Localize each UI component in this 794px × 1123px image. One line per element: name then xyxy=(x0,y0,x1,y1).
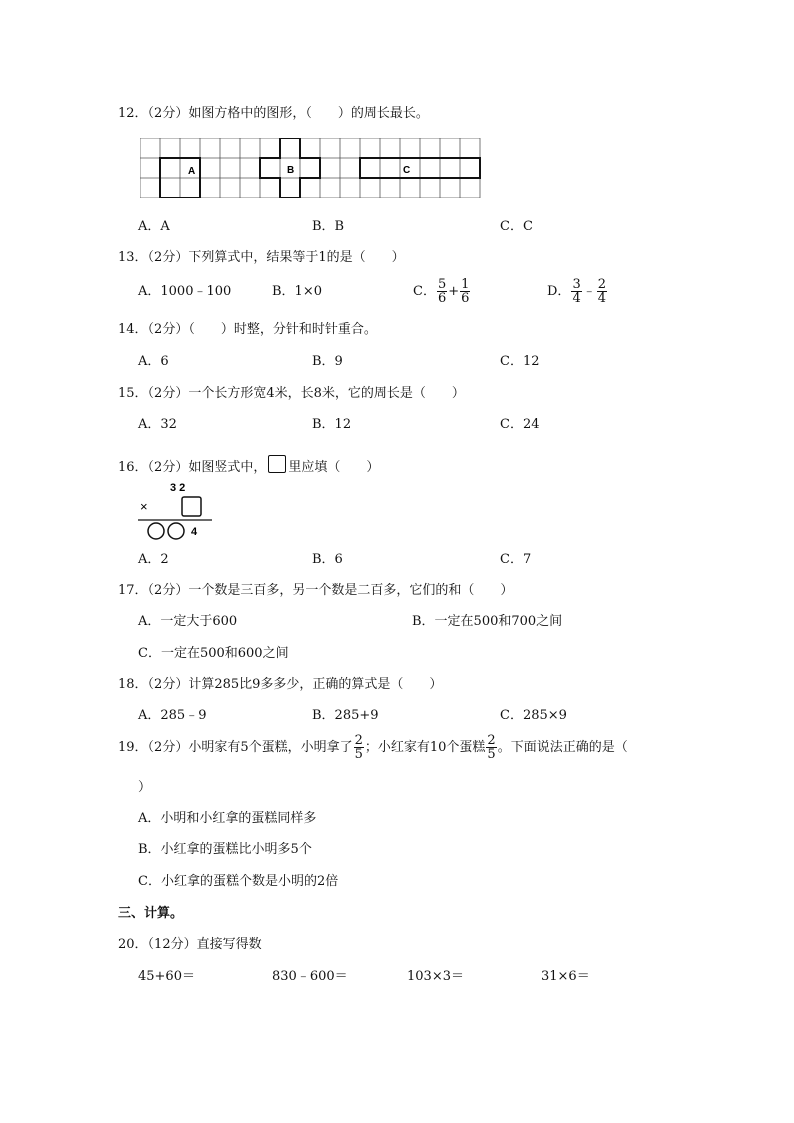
q13-d-op: ﹣ xyxy=(582,284,596,299)
q13-d-prefix: D． xyxy=(547,284,571,299)
q19-option-a[interactable]: A．小明和小红拿的蛋糕同样多 xyxy=(138,811,317,826)
q12-option-b[interactable]: B．B xyxy=(312,219,345,234)
q13-option-c[interactable] xyxy=(413,276,471,308)
q20-item-4[interactable]: 31×6＝ xyxy=(541,969,590,984)
blank-box-icon xyxy=(268,455,286,473)
q13-d-frac-1: $\frac{3}{4}$ xyxy=(572,277,581,306)
grid-label-b: B xyxy=(287,165,295,176)
q16-option-c[interactable]: C．7 xyxy=(500,552,532,567)
q16-stem-before: 16．（2分）如图竖式中， xyxy=(118,460,267,475)
q16-top-digits: 3 2 xyxy=(170,482,186,494)
q16-result-digit: 4 xyxy=(191,526,198,538)
grid-label-a: A xyxy=(188,166,196,177)
q16-times-sign: × xyxy=(140,499,148,514)
q12-option-c[interactable]: C．C xyxy=(500,219,533,234)
q20-item-2[interactable]: 830﹣600＝ xyxy=(272,969,348,984)
q17-stem: 17．（2分）一个数是三百多，另一个数是二百多，它们的和（ ） xyxy=(118,583,514,598)
q16-blank-box xyxy=(182,497,201,516)
q16-stem-after: 里应填（ ） xyxy=(288,460,380,475)
q15-stem: 15．（2分）一个长方形宽4米，长8米，它的周长是（ ） xyxy=(118,386,465,401)
q20-item-1[interactable]: 45+60＝ xyxy=(138,969,195,984)
grid-label-c: C xyxy=(403,165,411,176)
q18-option-a[interactable]: A．285﹣9 xyxy=(138,708,207,723)
q19-stem-2: ；小红家有10个蛋糕 xyxy=(364,740,486,755)
q13-option-a[interactable]: A．1000﹣100 xyxy=(138,284,232,299)
q19-stem-close: ） xyxy=(138,780,152,795)
q13-d-frac-2: $\frac{2}{4}$ xyxy=(597,277,607,306)
q19-stem xyxy=(118,732,628,764)
q19-stem-1: 19．（2分）小明家有5个蛋糕，小明拿了 xyxy=(118,740,353,755)
q15-option-c[interactable]: C．24 xyxy=(500,417,540,432)
q19-option-b[interactable]: B．小红拿的蛋糕比小明多5个 xyxy=(138,842,312,857)
q19-option-c[interactable]: C．小红拿的蛋糕个数是小明的2倍 xyxy=(138,874,339,889)
q17-option-b[interactable]: B．一定在500和700之间 xyxy=(412,614,563,629)
q20-stem: 20．（12分）直接写得数 xyxy=(118,937,262,952)
q16-result-circle-1 xyxy=(148,523,164,539)
section-3-title: 三、计算。 xyxy=(118,906,184,921)
q19-fraction-2: $\frac{2}{5}$ xyxy=(487,733,496,762)
q16-stem xyxy=(118,455,379,476)
q13-c-frac-1: $\frac{5}{6}$ xyxy=(437,277,447,306)
q13-c-prefix: C． xyxy=(413,284,436,299)
q16-result-circle-2 xyxy=(168,523,184,539)
q14-option-b[interactable]: B．9 xyxy=(312,354,343,369)
q19-stem-3: 。下面说法正确的是（ xyxy=(497,740,628,755)
q13-c-frac-2: $\frac{1}{6}$ xyxy=(461,277,470,306)
q16-vertical-multiplication xyxy=(136,478,216,540)
q20-item-3[interactable]: 103×3＝ xyxy=(407,969,464,984)
q16-option-a[interactable]: A．2 xyxy=(138,552,169,567)
q13-stem: 13．（2分）下列算式中，结果等于1的是（ ） xyxy=(118,250,405,265)
q16-option-b[interactable]: B．6 xyxy=(312,552,343,567)
q14-option-a[interactable]: A．6 xyxy=(138,354,169,369)
q14-option-c[interactable]: C．12 xyxy=(500,354,540,369)
q17-option-a[interactable]: A．一定大于600 xyxy=(138,614,238,629)
q14-stem: 14．（2分）（ ）时整，分针和时针重合。 xyxy=(118,322,377,337)
q17-option-c[interactable]: C．一定在500和600之间 xyxy=(138,646,289,661)
q13-c-op: + xyxy=(448,284,460,299)
q12-grid-figure xyxy=(140,138,496,198)
q15-option-b[interactable]: B．12 xyxy=(312,417,352,432)
q15-option-a[interactable]: A．32 xyxy=(138,417,177,432)
q19-fraction-1: $\frac{2}{5}$ xyxy=(354,733,363,762)
q18-stem: 18．（2分）计算285比9多多少，正确的算式是（ ） xyxy=(118,677,443,692)
q18-option-c[interactable]: C．285×9 xyxy=(500,708,567,723)
q12-option-a[interactable]: A．A xyxy=(138,219,170,234)
q13-option-d[interactable] xyxy=(547,276,608,308)
q13-option-b[interactable]: B．1×0 xyxy=(272,284,322,299)
q12-stem: 12．（2分）如图方格中的图形，（ ）的周长最长。 xyxy=(118,106,429,121)
q18-option-b[interactable]: B．285+9 xyxy=(312,708,379,723)
